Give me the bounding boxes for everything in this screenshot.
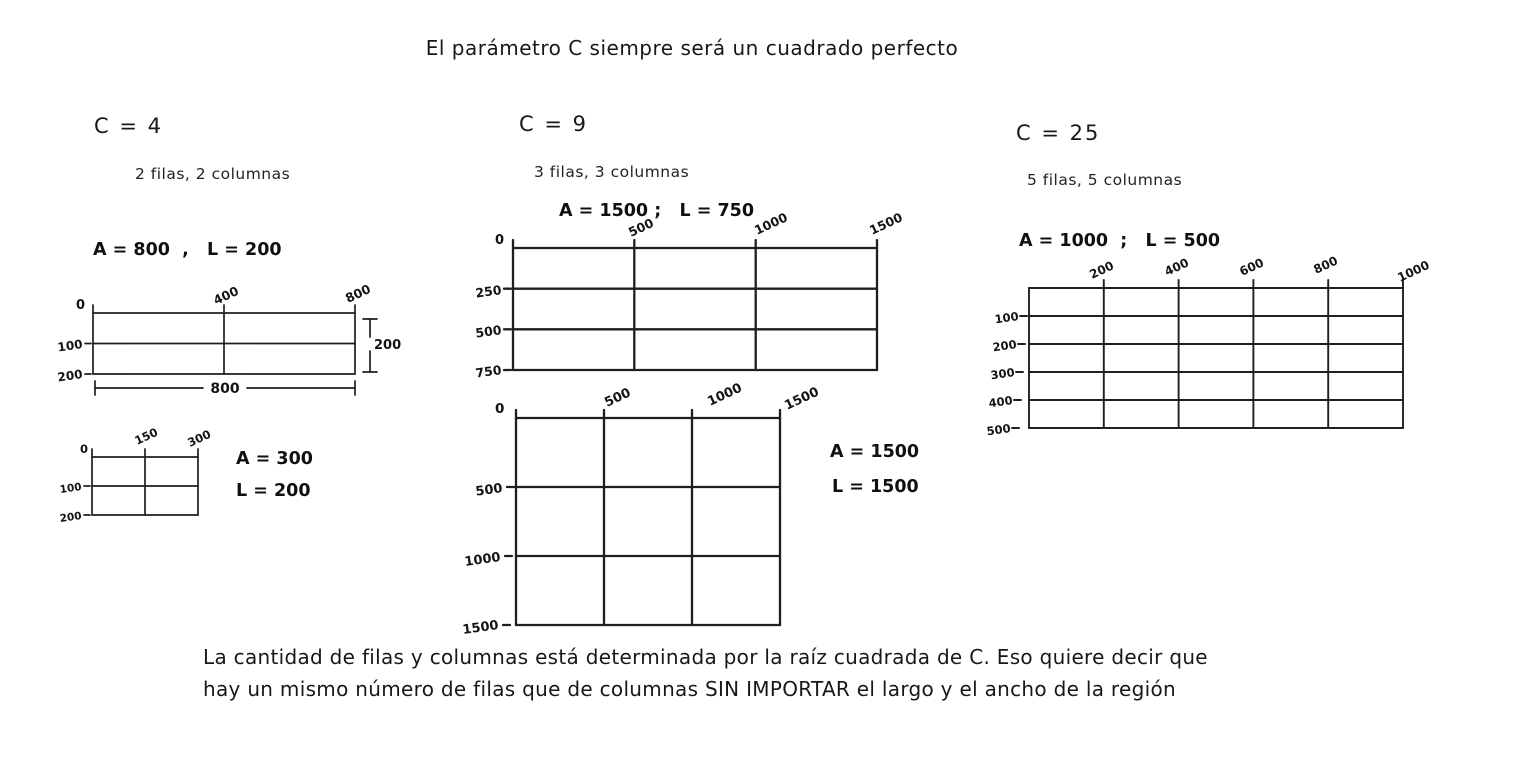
page-title: El parámetro C siempre será un cuadrado perfecto <box>425 36 959 60</box>
c-value-label: C = 9 <box>519 112 588 136</box>
rows-columns-label: 5 filas, 5 columnas <box>1027 171 1183 189</box>
grid-lines <box>516 418 780 625</box>
y-tick-label: 1000 <box>463 550 502 570</box>
x-tick-label: 1000 <box>1395 257 1432 285</box>
area-length-label: A = 1000 ; L = 500 <box>1019 231 1221 251</box>
area-annotation: A = 1500 <box>830 442 920 462</box>
grid-c4-main <box>56 281 405 405</box>
rows-columns-label: 3 filas, 3 columnas <box>534 163 690 181</box>
c-value-label: C = 4 <box>94 114 163 138</box>
y-tick-label: 500 <box>474 481 504 500</box>
y-tick-label: 200 <box>59 510 83 526</box>
y-tick-label: 500 <box>474 322 503 341</box>
axis-ticks <box>503 410 780 625</box>
length-annotation: L = 1500 <box>832 477 919 497</box>
x-tick-label: 400 <box>210 283 241 308</box>
x-tick-label: 400 <box>1162 255 1191 279</box>
grid-c4-small <box>60 420 240 525</box>
footer-line-2: hay un mismo número de filas que de columnas SIN IMPORTAR el largo y el ancho de la región <box>203 677 1176 701</box>
axis-ticks <box>504 240 877 370</box>
y-tick-label: 100 <box>59 481 83 497</box>
area-length-label: A = 800 , L = 200 <box>93 240 282 260</box>
x-tick-label: 0 <box>80 442 89 456</box>
y-tick-label: 100 <box>993 309 1020 327</box>
x-tick-label: 300 <box>185 426 214 450</box>
c-value-label: C = 25 <box>1016 121 1101 145</box>
length-annotation: L = 200 <box>236 481 311 501</box>
x-tick-label: 600 <box>1237 255 1266 279</box>
grid-c25-main <box>980 255 1460 440</box>
grid-lines <box>93 313 355 374</box>
y-tick-label: 1500 <box>461 618 500 638</box>
y-tick-label: 200 <box>56 367 84 385</box>
y-tick-label: 250 <box>474 282 503 301</box>
area-length-label: A = 1500 ; L = 750 <box>559 201 754 221</box>
grid-lines <box>513 248 877 370</box>
footer-line-1: La cantidad de filas y columnas está determinada por la raíz cuadrada de C. Eso quiere decir que <box>203 645 1208 669</box>
width-dimension-label: 800 <box>210 381 240 397</box>
x-tick-label: 500 <box>625 215 656 240</box>
x-tick-label: 0 <box>76 298 86 313</box>
axis-ticks <box>85 305 355 374</box>
grid-lines <box>92 457 198 515</box>
y-tick-label: 200 <box>991 337 1018 355</box>
grid-c9-square <box>435 380 935 638</box>
x-tick-label: 800 <box>342 281 373 306</box>
y-tick-label: 300 <box>989 365 1016 383</box>
axis-ticks <box>1012 280 1403 428</box>
x-tick-label: 1500 <box>866 209 905 238</box>
x-tick-label: 800 <box>1311 253 1340 277</box>
y-tick-label: 400 <box>987 393 1014 411</box>
axis-ticks <box>84 449 198 515</box>
x-tick-label: 1000 <box>751 209 790 238</box>
rows-columns-label: 2 filas, 2 columnas <box>135 165 291 183</box>
x-tick-label: 200 <box>1087 258 1116 282</box>
x-tick-label: 1000 <box>705 380 745 410</box>
x-tick-label: 0 <box>495 233 505 248</box>
x-tick-label: 1500 <box>782 384 822 414</box>
grid-lines <box>1029 288 1403 428</box>
x-tick-label: 0 <box>495 401 505 417</box>
area-annotation: A = 300 <box>236 449 313 469</box>
y-tick-label: 100 <box>56 337 84 355</box>
x-tick-label: 500 <box>602 385 634 411</box>
x-tick-label: 150 <box>132 424 161 448</box>
y-tick-label: 500 <box>985 421 1012 439</box>
y-tick-label: 750 <box>474 362 503 381</box>
height-dimension-label: 200 <box>374 338 402 353</box>
